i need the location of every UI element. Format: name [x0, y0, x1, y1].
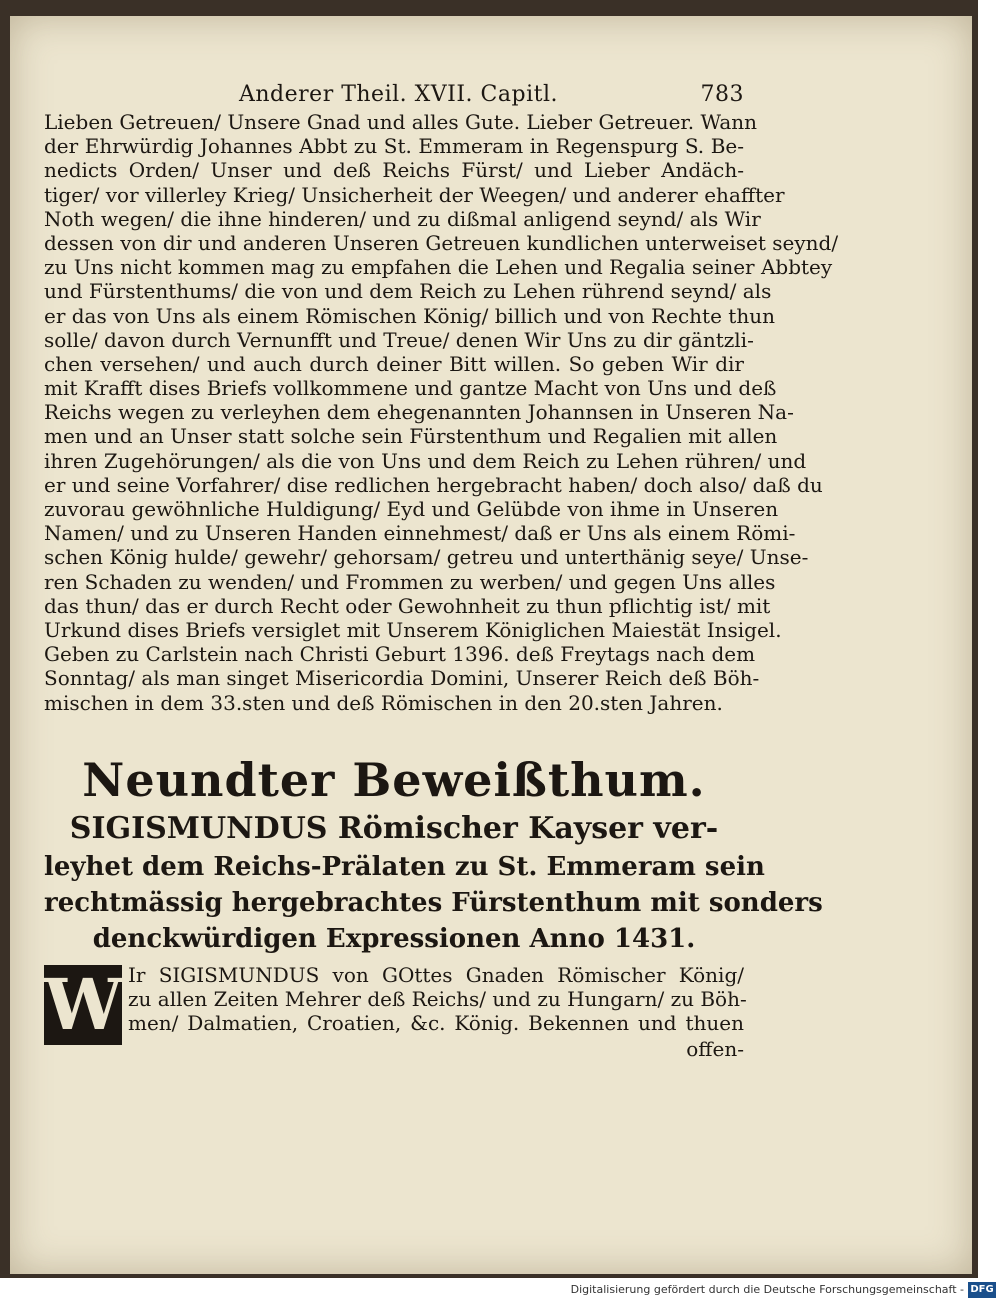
body-line: men und an Unser statt solche sein Fürstenthum und Regalien mit allen: [44, 424, 778, 449]
body-line: Reichs wegen zu verleyhen dem ehegenannten Johannsen in Unseren Na-: [44, 400, 794, 425]
body-line: schen König hulde/ gewehr/ gehorsam/ getreu und unterthänig seye/ Unse-: [44, 545, 809, 570]
body-line: der Ehrwürdig Johannes Abbt zu St. Emmeram in Regenspurg S. Be-: [44, 134, 744, 159]
body-line: und Fürstenthums/ die von und dem Reich zu Lehen rührend seynd/ als: [44, 279, 772, 304]
body-line: dessen von dir und anderen Unseren Getreuen kundlichen unterweiset seynd/: [44, 230, 839, 255]
letter-body: [44, 110, 839, 715]
running-head: [44, 78, 744, 110]
summary-line: denckwürdigen Expressionen Anno 1431.: [92, 923, 696, 954]
body-line: mit Krafft dises Briefs vollkommene und gantze Macht von Uns und deß: [44, 376, 777, 401]
body-line: tiger/ vor villerley Krieg/ Unsicherheit der Weegen/ und anderer ehaffter: [44, 182, 785, 207]
digitization-credit: Digitalisierung gefördert durch die Deutsche Forschungsgemeinschaft -: [570, 1283, 964, 1296]
body-line: das thun/ das er durch Recht oder Gewohnheit zu thun pflichtig ist/ mit: [44, 593, 771, 618]
summary-line: SIGISMUNDUS Römischer Kayser ver-: [69, 810, 719, 846]
body-line: Lieben Getreuen/ Unsere Gnad und alles Gute. Lieber Getreuer. Wann: [44, 110, 758, 134]
opening-line: zu allen Zeiten Mehrer deß Reichs/ und zu Hungarn/ zu Böh-: [128, 986, 747, 1011]
body-line: chen versehen/ und auch durch deiner Bitt willen. So geben Wir dir: [44, 351, 744, 376]
page-sheet: [10, 16, 972, 1274]
summary-line: rechtmässig hergebrachtes Fürstenthum mit sonders: [44, 887, 823, 918]
body-line: Geben zu Carlstein nach Christi Geburt 1396. deß Freytags nach dem: [44, 642, 756, 667]
body-line: er das von Uns als einem Römischen König/ billich und von Rechte thun: [44, 303, 775, 328]
text-block: [44, 78, 839, 1062]
running-head-title: Anderer Theil. XVII. Capitl.: [239, 82, 558, 107]
body-line: nedicts Orden/ Unser und deß Reichs Fürst/ und Lieber Andäch-: [44, 158, 744, 183]
body-line: Namen/ und zu Unseren Handen einnehmest/ daß er Uns als einem Römi-: [44, 521, 796, 546]
section-heading: Neundter Beweißthum.: [82, 752, 706, 807]
body-line: mischen in dem 33.sten und deß Römischen in den 20.sten Jahren.: [44, 690, 723, 715]
summary-line: leyhet dem Reichs-Prälaten zu St. Emmeram sein: [44, 851, 765, 882]
body-line: Sonntag/ als man singet Misericordia Domini, Unserer Reich deß Böh-: [44, 666, 760, 691]
body-line: Urkund dises Briefs versiglet mit Unserem Königlichen Maiestät Insigel.: [44, 617, 782, 642]
catchword: offen-: [686, 1037, 744, 1062]
body-line: ren Schaden zu wenden/ und Frommen zu werben/ und gegen Uns alles: [44, 569, 776, 594]
document-opening: [44, 962, 747, 1062]
opening-line: men/ Dalmatien, Croatien, &c. König. Bekennen und thuen: [128, 1011, 744, 1036]
body-line: zu Uns nicht kommen mag zu empfahen die Lehen und Regalia seiner Abbtey: [44, 255, 833, 280]
dfg-logo: DFG: [968, 1282, 996, 1298]
drop-cap: W: [44, 962, 123, 1046]
body-line: solle/ davon durch Vernunfft und Treue/ denen Wir Uns zu dir gäntzli-: [44, 327, 754, 352]
opening-line: Ir SIGISMUNDUS von GOttes Gnaden Römischer König/: [128, 962, 744, 987]
body-line: ihren Zugehörungen/ als die von Uns und dem Reich zu Lehen rühren/ und: [44, 448, 807, 473]
body-line: er und seine Vorfahrer/ dise redlichen hergebracht haben/ doch also/ daß du: [44, 472, 823, 497]
body-line: Noth wegen/ die ihne hinderen/ und zu dißmal anligend seynd/ als Wir: [44, 206, 761, 231]
page-number: 783: [700, 82, 744, 107]
section-summary: [44, 809, 823, 957]
body-line: zuvorau gewöhnliche Huldigung/ Eyd und Gelübde von ihme in Unseren: [44, 497, 779, 521]
